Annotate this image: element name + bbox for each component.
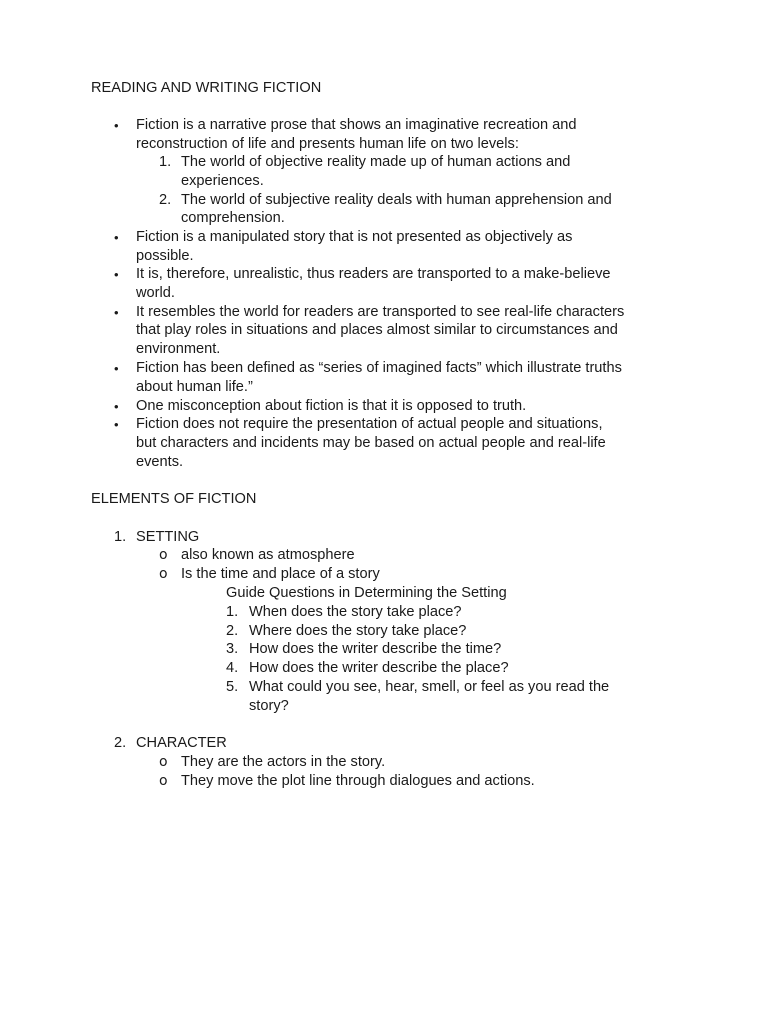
- guide-question: Where does the story take place?: [249, 623, 467, 639]
- bullet-text: It is, therefore, unrealistic, thus readers are transported to a make-believe: [136, 266, 611, 282]
- section-heading: ELEMENTS OF FICTION: [91, 491, 257, 507]
- circle-bullet-icon: o: [159, 566, 168, 582]
- list-number: 1.: [159, 154, 172, 170]
- guide-question: What could you see, hear, smell, or feel as you read the: [249, 679, 610, 695]
- element-item: They are the actors in the story.: [181, 754, 386, 770]
- list-number: 1.: [226, 604, 239, 620]
- element-item: also known as atmosphere: [181, 547, 355, 563]
- list-number: 4.: [226, 660, 239, 676]
- bullet-text: Fiction does not require the presentation of actual people and situations,: [136, 416, 603, 432]
- bullet-text: It resembles the world for readers are transported to see real-life characters: [136, 304, 625, 320]
- guide-question: How does the writer describe the place?: [249, 660, 509, 676]
- list-number: 3.: [226, 641, 239, 657]
- bullet-text: reconstruction of life and presents human life on two levels:: [136, 136, 519, 152]
- list-number: 2.: [114, 735, 127, 751]
- guide-question: When does the story take place?: [249, 604, 462, 620]
- bullet-text: but characters and incidents may be based on actual people and real-life: [136, 435, 606, 451]
- sublist-text: comprehension.: [181, 210, 285, 226]
- circle-bullet-icon: o: [159, 773, 168, 789]
- bullet-text: about human life.”: [136, 379, 253, 395]
- guide-question: How does the writer describe the time?: [249, 641, 502, 657]
- bullet-text: that play roles in situations and places almost similar to circumstances and: [136, 322, 618, 338]
- bullet-text: One misconception about fiction is that it is opposed to truth.: [136, 398, 527, 414]
- circle-bullet-icon: o: [159, 754, 168, 770]
- element-item: Is the time and place of a story: [181, 566, 380, 582]
- list-number: 2.: [226, 623, 239, 639]
- bullet-marker: •: [114, 267, 119, 282]
- guide-question: story?: [249, 698, 289, 714]
- element-item: They move the plot line through dialogues and actions.: [181, 773, 535, 789]
- bullet-marker: •: [114, 361, 119, 376]
- bullet-text: Fiction is a narrative prose that shows an imaginative recreation and: [136, 117, 577, 133]
- sublist-text: The world of subjective reality deals with human apprehension and: [181, 192, 612, 208]
- bullet-text: Fiction has been defined as “series of imagined facts” which illustrate truths: [136, 360, 622, 376]
- bullet-marker: •: [114, 305, 119, 320]
- circle-bullet-icon: o: [159, 547, 168, 563]
- list-number: 1.: [114, 529, 127, 545]
- bullet-text: environment.: [136, 341, 221, 357]
- list-number: 2.: [159, 192, 172, 208]
- bullet-text: possible.: [136, 248, 194, 264]
- guide-title: Guide Questions in Determining the Setting: [226, 585, 507, 601]
- sublist-text: experiences.: [181, 173, 264, 189]
- element-label: SETTING: [136, 529, 200, 545]
- list-number: 5.: [226, 679, 239, 695]
- element-label: CHARACTER: [136, 735, 227, 751]
- bullet-marker: •: [114, 399, 119, 414]
- bullet-text: world.: [136, 285, 175, 301]
- sublist-text: The world of objective reality made up of human actions and: [181, 154, 571, 170]
- bullet-marker: •: [114, 417, 119, 432]
- document-title: READING AND WRITING FICTION: [91, 80, 322, 96]
- bullet-marker: •: [114, 230, 119, 245]
- bullet-text: Fiction is a manipulated story that is not presented as objectively as: [136, 229, 573, 245]
- bullet-text: events.: [136, 454, 184, 470]
- bullet-marker: •: [114, 118, 119, 133]
